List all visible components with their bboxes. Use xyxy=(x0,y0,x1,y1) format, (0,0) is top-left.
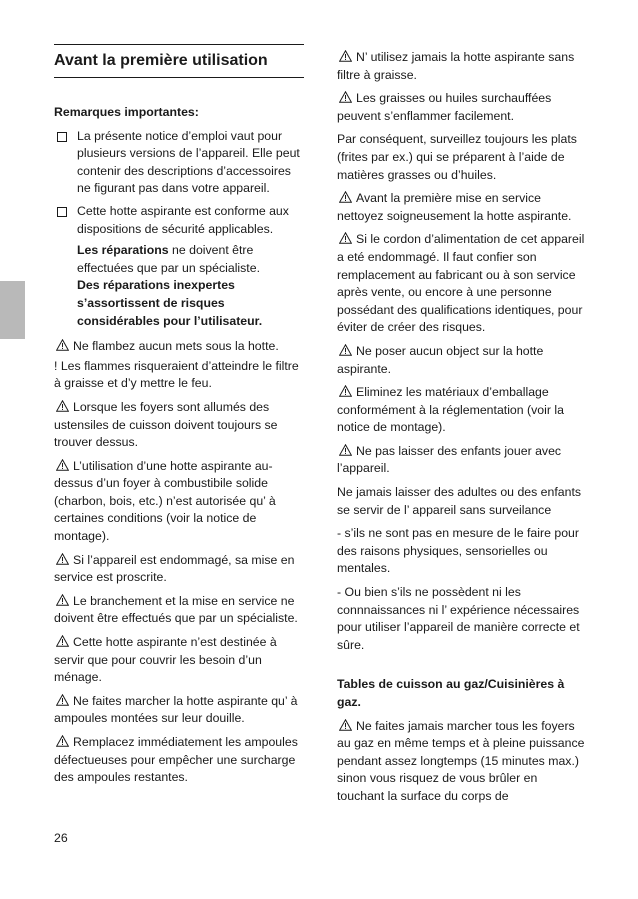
section-tab-marker xyxy=(0,281,25,339)
gas-section-heading: Tables de cuisson au gaz/Cuisinières à gaz. xyxy=(337,677,565,709)
warning-item xyxy=(54,399,304,452)
warning-text: Remplacez immédiatement les ampoules défectueuses pour empêcher une surcharge des ampoules restantes. xyxy=(54,735,298,785)
warning-triangle-icon xyxy=(56,339,69,351)
warning-item xyxy=(337,384,587,437)
warning-item xyxy=(337,231,587,337)
warning-triangle-icon xyxy=(56,594,69,606)
warning-triangle-icon xyxy=(56,400,69,412)
checkbox-bullet-icon xyxy=(57,207,67,217)
warning-text: Ne faites marcher la hotte aspirante qu’ à ampoules montées sur leur douille. xyxy=(54,693,298,726)
warning-text: Si l’appareil est endommagé, sa mise en service est proscrite. xyxy=(54,552,295,585)
section-heading: Avant la première utilisation xyxy=(54,44,304,78)
repairs-warning: Des réparations inexpertes s’assortissent de risques considérables pour l’utilisateur. xyxy=(77,278,263,328)
warning-text: Les graisses ou huiles surchauffées peuvent s’enflammer facilement. xyxy=(337,91,552,123)
warning-triangle-icon xyxy=(56,635,69,647)
warning-text: Cette hotte aspirante n’est destinée à servir que pour couvrir les besoin d’un ménage. xyxy=(54,635,277,685)
warning-text: L’utilisation d’une hotte aspirante au-dessus d’un foyer à combustibile solide (charbon, bois, etc.) n’est autorisée qu’ à certaines conditions (voir la notice de montage). xyxy=(54,458,276,544)
warning-item xyxy=(54,634,304,687)
warning-triangle-icon xyxy=(339,50,352,62)
warning-text: Eliminez les matériaux d’emballage conformément à la réglementation (voir la notice de montage). xyxy=(337,385,564,435)
repairs-bold-label: Les réparations xyxy=(77,243,169,258)
warning-item xyxy=(337,49,587,84)
important-notes-heading: Remarques importantes: xyxy=(54,105,199,119)
warning-item xyxy=(337,90,587,125)
children-paragraph: Ne jamais laisser des adultes ou des enfants se servir de l’ appareil sans surveilance xyxy=(337,485,582,517)
repairs-text: ne doivent être effectuées que par un spécialiste. xyxy=(77,243,260,275)
warning-item xyxy=(337,443,587,478)
warning-triangle-icon xyxy=(339,444,352,456)
warning-text: Avant la première mise en service nettoyez soigneusement la hotte aspirante. xyxy=(337,191,572,223)
warning-item xyxy=(54,458,304,546)
warning-text: Lorsque les foyers sont allumés des ustensiles de cuisson doivent toujours se trouver dessus. xyxy=(54,399,278,450)
repairs-note xyxy=(54,242,304,277)
warning-item xyxy=(337,718,587,806)
warning-item xyxy=(54,338,304,356)
right-column xyxy=(337,49,587,812)
warning-text: Ne flambez aucun mets sous la hotte. xyxy=(73,339,279,354)
children-paragraph: - s’ils ne sont pas en mesure de le faire pour des raisons physiques, sensorielles ou mentales. xyxy=(337,526,579,576)
bullet-item-versions xyxy=(54,128,304,198)
warning-item xyxy=(337,190,587,225)
flames-note: ! Les flammes risqueraient d’atteindre le filtre à graisse et d’y mettre le feu. xyxy=(54,358,299,391)
warning-text: Ne pas laisser des enfants jouer avec l’appareil. xyxy=(337,443,562,476)
left-column xyxy=(54,44,304,793)
warning-text: N’ utilisez jamais la hotte aspirante sans filtre à graisse. xyxy=(337,50,575,82)
warning-item xyxy=(54,552,304,587)
warning-triangle-icon xyxy=(56,735,69,747)
warning-text: Si le cordon d’alimentation de cet appareil a eté endommagé. Il faut confier son remplacement au fabricant ou à son service après vente, ou encore à une personne possédant des qualifications identiques, pour éviter de créer des risques. xyxy=(337,232,585,335)
bullet-text: Cette hotte aspirante est conforme aux dispositions de sécurité applicables. xyxy=(77,203,289,236)
warning-item xyxy=(54,593,304,628)
checkbox-bullet-icon xyxy=(57,132,67,142)
warning-text: Le branchement et la mise en service ne doivent être effectués que par un spécialiste. xyxy=(54,593,298,626)
warning-item xyxy=(337,343,587,378)
warning-item xyxy=(54,693,304,728)
warning-triangle-icon xyxy=(339,344,352,356)
warning-triangle-icon xyxy=(56,553,69,565)
warning-triangle-icon xyxy=(339,385,352,397)
warning-triangle-icon xyxy=(339,191,352,203)
warning-triangle-icon xyxy=(339,91,352,103)
page-number: 26 xyxy=(54,831,68,845)
warning-triangle-icon xyxy=(56,694,69,706)
warning-text: Ne poser aucun object sur la hotte aspirante. xyxy=(337,343,544,376)
bullet-item-conformity xyxy=(54,203,304,238)
children-paragraph: - Ou bien s’ils ne possèdent ni les connnaissances ni l’ expérience nécessaires pour utiliser l’appareil de manière correcte et sûre. xyxy=(337,585,580,652)
warning-triangle-icon xyxy=(339,719,352,731)
warning-text: Ne faites jamais marcher tous les foyers au gaz en même temps et à pleine puissance pendant assez longtemps (15 minutes max.) sinon vous risquez de vous brûler en touchant la surface du corps de xyxy=(337,718,585,803)
warning-triangle-icon xyxy=(339,232,352,244)
warning-triangle-icon xyxy=(56,459,69,471)
warning-item xyxy=(54,734,304,787)
bullet-text: La présente notice d’emploi vaut pour plusieurs versions de l’appareil. Elle peut contenir des descriptions d’accessoires ne figurant pas dans votre appareil. xyxy=(77,128,300,196)
surveil-note: Par conséquent, surveillez toujours les plats (frites par ex.) qui se préparent à l’aide de matières grasses ou d’huiles. xyxy=(337,132,577,182)
